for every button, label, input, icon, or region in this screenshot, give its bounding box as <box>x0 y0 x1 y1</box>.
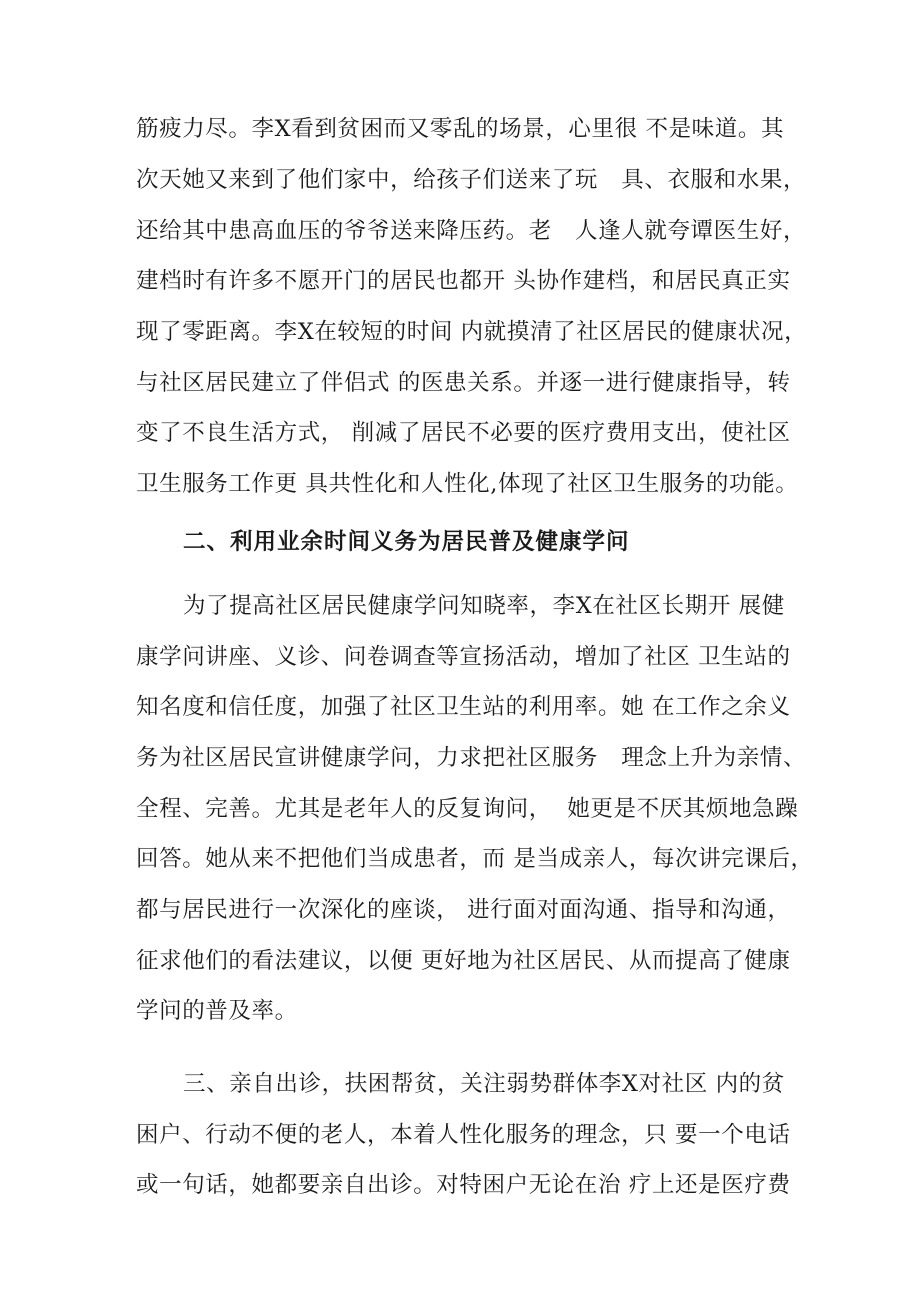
body-text-line: 知名度和信任度，加强了社区卫生站的利用率。她 在工作之余义 <box>136 694 791 720</box>
body-text-line: 全程、完善。尤其是老年人的反复询问， 她更是不厌其烦地急躁 <box>136 796 799 822</box>
body-text-line: 康学问讲座、义诊、问卷调查等宣扬活动，增加了社区 卫生站的 <box>136 644 791 670</box>
body-text-line: 征求他们的看法建议，以便 更好地为社区居民、从而提高了健康 <box>136 948 791 974</box>
body-text-line: 与社区居民建立了伴侣式 的医患关系。并逐一进行健康指导，转 <box>136 370 791 396</box>
body-text-line: 建档时有许多不愿开门的居民也都开 头协作建档，和居民真正实 <box>136 268 791 294</box>
body-text-line: 学问的普及率。 <box>136 998 298 1024</box>
section-heading: 二、利用业余时间义务为居民普及健康学问 <box>183 529 630 555</box>
body-text-line: 筋疲力尽。李X看到贫困而又零乱的场景，心里很 不是味道。其 <box>136 116 785 142</box>
body-text-line: 现了零距离。李X在较短的时间 内就摸清了社区居民的健康状况， <box>136 319 808 345</box>
body-text-line: 务为社区居民宣讲健康学问，力求把社区服务 理念上升为亲情、 <box>136 745 807 771</box>
body-text-line: 都与居民进行一次深化的座谈， 进行面对面沟通、指导和沟通， <box>136 897 791 923</box>
body-text-line: 为了提高社区居民健康学问知晓率，李X在社区长期开 展健 <box>183 593 785 619</box>
body-text-line: 变了不良生活方式， 削减了居民不必要的医疗费用支出，使社区 <box>136 420 791 446</box>
body-text-line: 或一句话，她都要亲自出诊。对特困户无论在治 疗上还是医疗费 <box>136 1172 791 1198</box>
body-text-line: 卫生服务工作更 具共性化和人性化,体现了社区卫生服务的功能。 <box>136 471 799 497</box>
body-text-line: 回答。她从来不把他们当成患者，而 是当成亲人，每次讲完课后， <box>136 846 814 872</box>
body-text-line: 次天她又来到了他们家中，给孩子们送来了玩 具、衣服和水果， <box>136 167 807 193</box>
body-text-line: 三、亲自出诊，扶困帮贫，关注弱势群体李X对社区 内的贫 <box>183 1071 785 1097</box>
body-text-line: 困户、行动不便的老人，本着人性化服务的理念，只 要一个电话 <box>136 1122 791 1148</box>
body-text-line: 还给其中患高血压的爷爷送来降压药。老 人逢人就夸谭医生好， <box>136 218 807 244</box>
